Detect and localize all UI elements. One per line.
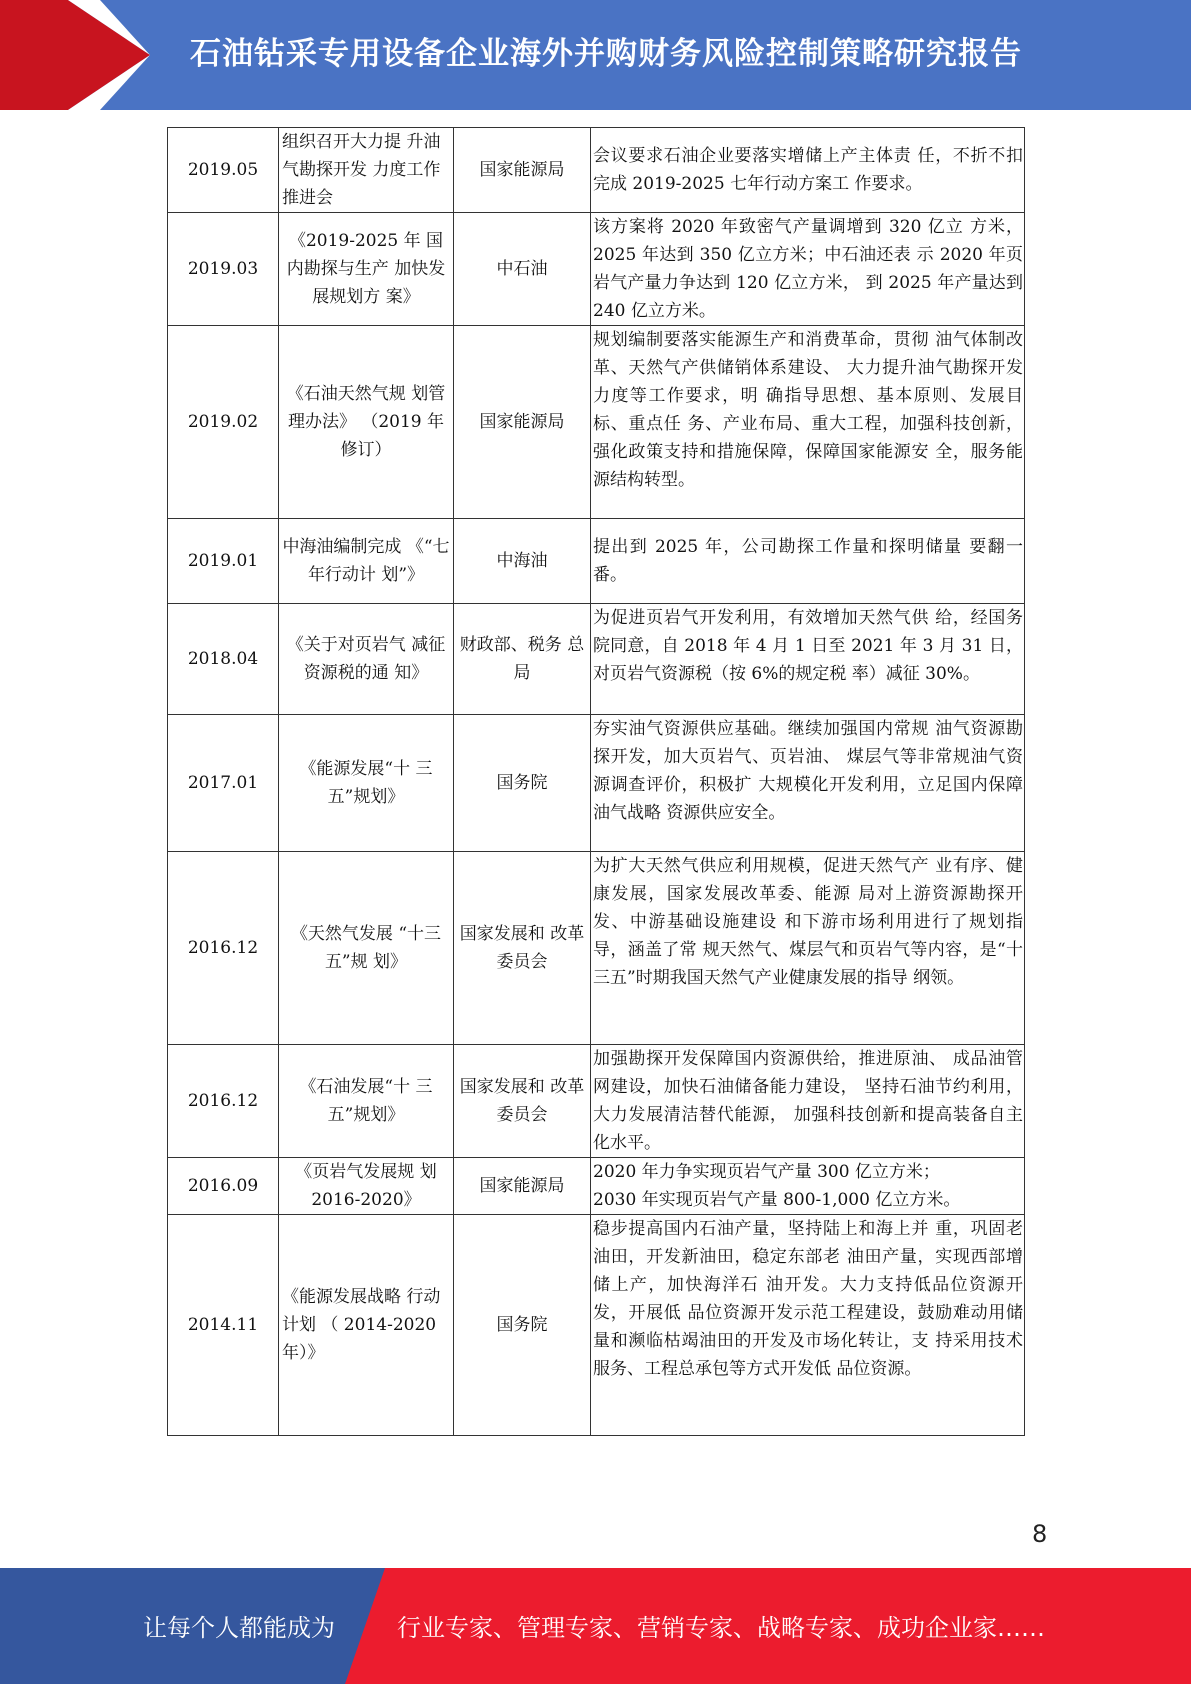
row-organization: 国家能源局 — [454, 128, 591, 213]
row-description: 2020 年力争实现页岩气产量 300 亿立方米； 2030 年实现页岩气产量 800-1,000 亿立方米。 — [591, 1158, 1025, 1215]
row-description: 该方案将 2020 年致密气产量调增到 320 亿立 方米，2025 年达到 350 亿立方米；中石油还表 示 2020 年页岩气产量力争达到 120 亿立方米， 到 2025 年产量达到 240 亿立方米。 — [591, 213, 1025, 326]
row-date: 2016.12 — [168, 1045, 279, 1158]
policy-table — [167, 127, 1025, 1436]
row-organization: 中海油 — [454, 519, 591, 604]
row-organization: 财政部、税务 总局 — [454, 604, 591, 715]
page-number: 8 — [1032, 1520, 1048, 1548]
row-description: 加强勘探开发保障国内资源供给，推进原油、 成品油管网建设，加快石油储备能力建设， 坚持石油节约利用，大力发展清洁替代能源， 加强科技创新和提高装备自主化水平。 — [591, 1045, 1025, 1158]
table-row — [168, 852, 1025, 1045]
footer-slogan-right: 行业专家、管理专家、营销专家、战略专家、成功企业家…… — [397, 1614, 1045, 1642]
row-document: 《2019-2025 年 国内勘探与生产 加快发展规划方 案》 — [279, 213, 454, 326]
row-organization: 国家能源局 — [454, 326, 591, 519]
table-row — [168, 519, 1025, 604]
row-date: 2019.05 — [168, 128, 279, 213]
row-description: 会议要求石油企业要落实增储上产主体责 任，不折不扣完成 2019-2025 七年行动方案工 作要求。 — [591, 128, 1025, 213]
row-organization: 国家能源局 — [454, 1158, 591, 1215]
row-document: 《页岩气发展规 划 2016-2020》 — [279, 1158, 454, 1215]
row-organization: 中石油 — [454, 213, 591, 326]
row-document: 《关于对页岩气 减征资源税的通 知》 — [279, 604, 454, 715]
footer-banner — [0, 1568, 1191, 1684]
row-document: 中海油编制完成 《“七年行动计 划”》 — [279, 519, 454, 604]
footer-slogan-left: 让每个人都能成为 — [143, 1614, 335, 1642]
row-description: 规划编制要落实能源生产和消费革命，贯彻 油气体制改革、天然气产供储销体系建设、 大力提升油气勘探开发力度等工作要求，明 确指导思想、基本原则、发展目标、重点任 务、产业布局、重大工程，加强科技创新， 强化政策支持和措施保障，保障国家能源安 全，服务能源结构转型。 — [591, 326, 1025, 519]
row-description: 夯实油气资源供应基础。继续加强国内常规 油气资源勘探开发，加大页岩气、页岩油、 煤层气等非常规油气资源调查评价，积极扩 大规模化开发利用，立足国内保障油气战略 资源供应安全。 — [591, 715, 1025, 852]
row-document: 《石油发展“十 三五”规划》 — [279, 1045, 454, 1158]
table-row — [168, 128, 1025, 213]
row-document: 《能源发展战略 行动计划 （ 2014-2020 年）》 — [279, 1215, 454, 1436]
table-row — [168, 326, 1025, 519]
row-date: 2019.02 — [168, 326, 279, 519]
header-arrow-decoration — [0, 0, 150, 110]
row-date: 2018.04 — [168, 604, 279, 715]
row-date: 2019.01 — [168, 519, 279, 604]
row-date: 2019.03 — [168, 213, 279, 326]
table-row — [168, 1045, 1025, 1158]
row-date: 2016.12 — [168, 852, 279, 1045]
row-organization: 国务院 — [454, 1215, 591, 1436]
row-organization: 国家发展和 改革委员会 — [454, 1045, 591, 1158]
row-document: 《石油天然气规 划管理办法》 （2019 年修订） — [279, 326, 454, 519]
header-banner — [0, 0, 1191, 110]
row-date: 2014.11 — [168, 1215, 279, 1436]
table-row — [168, 604, 1025, 715]
report-title: 石油钻采专用设备企业海外并购财务风险控制策略研究报告 — [190, 36, 1022, 72]
policy-table-container — [167, 127, 1024, 1436]
row-date: 2017.01 — [168, 715, 279, 852]
table-row — [168, 715, 1025, 852]
row-description: 为扩大天然气供应利用规模，促进天然气产 业有序、健康发展，国家发展改革委、能源 局对上游资源勘探开发、中游基础设施建设 和下游市场利用进行了规划指导，涵盖了常 规天然气、煤层气和页岩气等内容，是“十 三五”时期我国天然气产业健康发展的指导 纲领。 — [591, 852, 1025, 1045]
table-row — [168, 1215, 1025, 1436]
row-document: 组织召开大力提 升油气勘探开发 力度工作推进会 — [279, 128, 454, 213]
table-row — [168, 1158, 1025, 1215]
row-description: 稳步提高国内石油产量，坚持陆上和海上并 重，巩固老油田，开发新油田，稳定东部老 油田产量，实现西部增储上产，加快海洋石 油开发。大力支持低品位资源开发，开展低 品位资源开发示范工程建设，鼓励难动用储 量和濒临枯竭油田的开发及市场化转让，支 持采用技术服务、工程总承包等方式开发低 品位资源。 — [591, 1215, 1025, 1436]
row-document: 《天然气发展 “十三五”规 划》 — [279, 852, 454, 1045]
row-organization: 国家发展和 改革委员会 — [454, 852, 591, 1045]
table-row — [168, 213, 1025, 326]
row-description: 提出到 2025 年，公司勘探工作量和探明储量 要翻一番。 — [591, 519, 1025, 604]
row-date: 2016.09 — [168, 1158, 279, 1215]
row-document: 《能源发展“十 三五”规划》 — [279, 715, 454, 852]
row-description: 为促进页岩气开发利用，有效增加天然气供 给，经国务院同意，自 2018 年 4 月 1 日至 2021 年 3 月 31 日，对页岩气资源税（按 6%的规定税 率）减征 30%。 — [591, 604, 1025, 715]
row-organization: 国务院 — [454, 715, 591, 852]
